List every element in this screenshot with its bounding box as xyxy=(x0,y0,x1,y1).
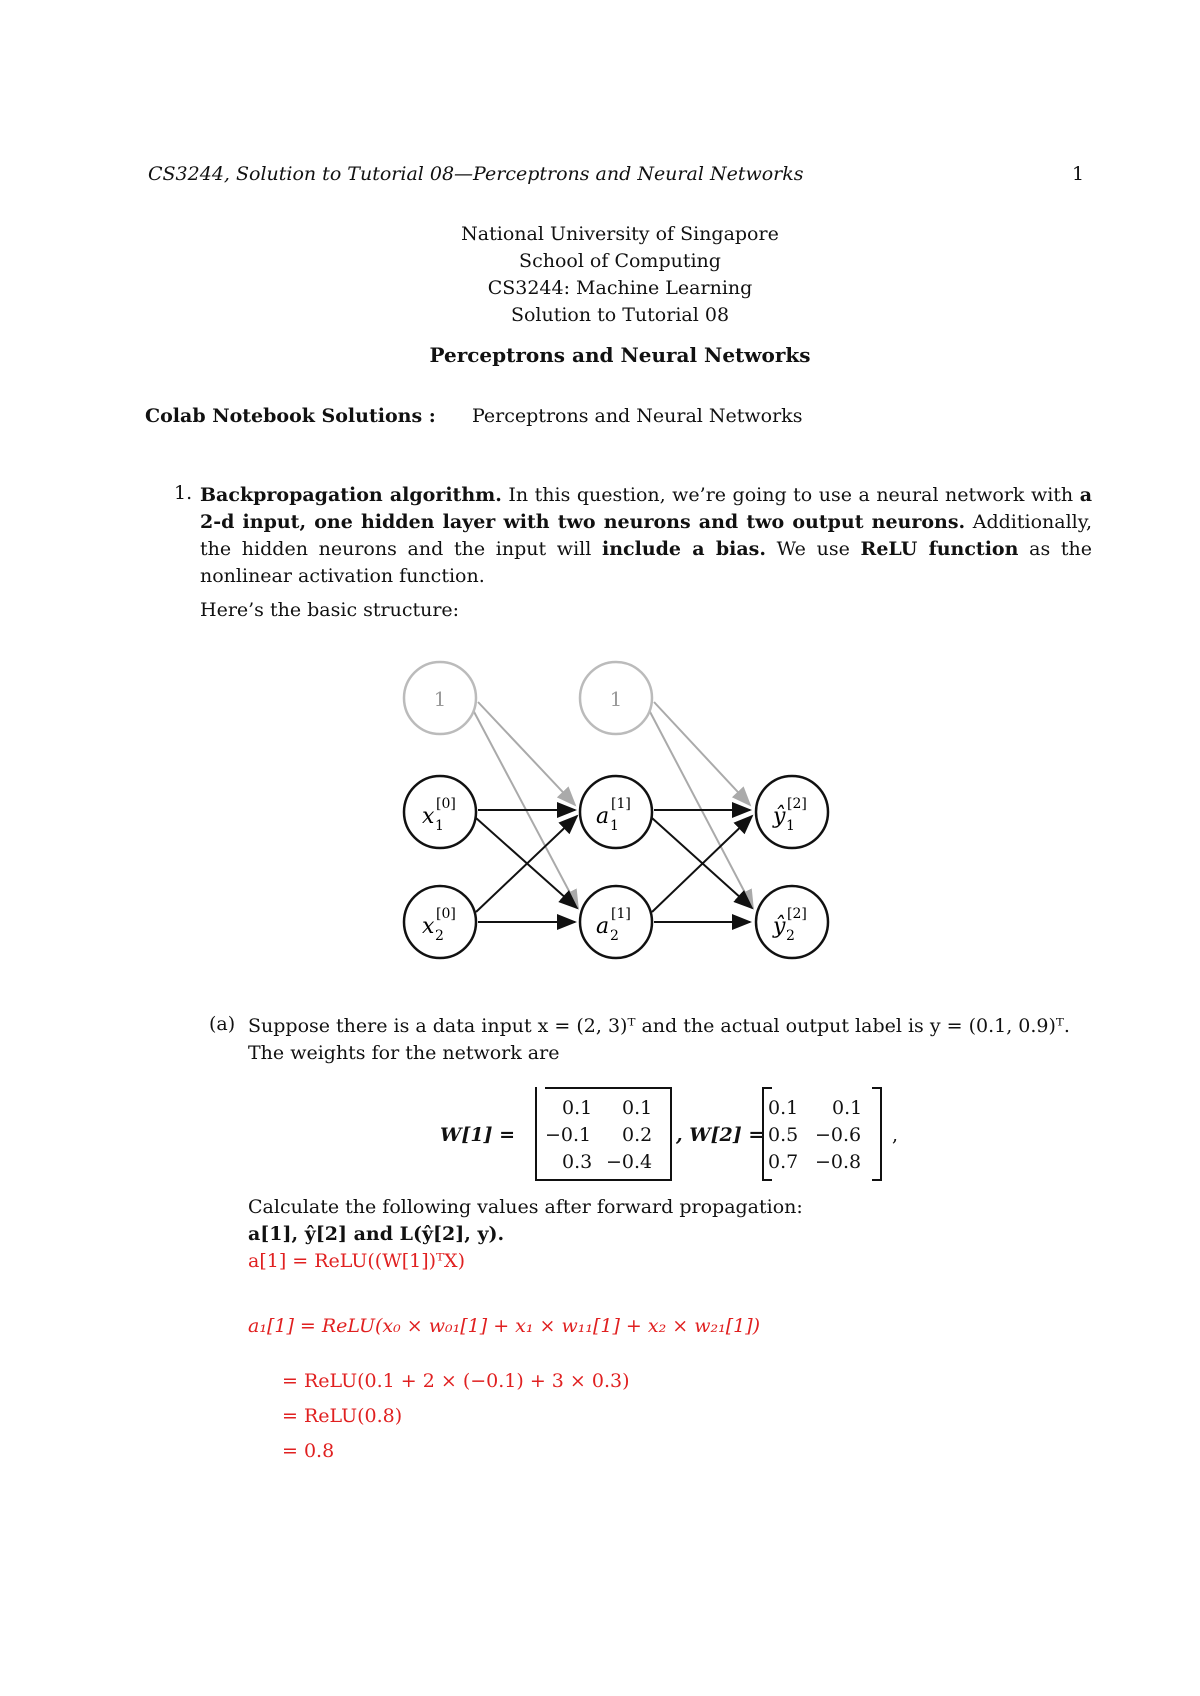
solution-line-3: = ReLU(0.1 + 2 × (−0.1) + 3 × 0.3) xyxy=(282,1370,630,1392)
solution-line-2: a₁[1] = ReLU(x₀ × w₀₁[1] + x₁ × w₁₁[1] + x₂ × w₂₁[1]) xyxy=(248,1315,761,1337)
w1-bracket-right xyxy=(662,1087,672,1181)
w1-cell: 0.1 xyxy=(622,1097,653,1119)
network-diagram xyxy=(380,650,840,970)
x2-superscript: [0] xyxy=(436,906,456,922)
a2-superscript: [1] xyxy=(611,906,631,922)
a1-superscript: [1] xyxy=(611,796,631,812)
input-bias-label: 1 xyxy=(433,687,447,711)
a2-symbol: a xyxy=(596,914,610,939)
hidden-node-a1 xyxy=(580,776,652,848)
w2-cell: 0.7 xyxy=(768,1151,799,1173)
question-heading: Backpropagation algorithm. xyxy=(200,484,502,506)
w1-cell: 0.1 xyxy=(562,1097,593,1119)
part-a-line1: Suppose there is a data input x = (2, 3)ᵀ and the actual output label is y = (0.1, 0.9)ᵀ. xyxy=(248,1015,1070,1037)
w1-cell: 0.2 xyxy=(622,1124,653,1146)
weight-matrices xyxy=(440,1087,920,1187)
w1-label: W[1] = xyxy=(440,1124,516,1146)
university-name: National University of Singapore xyxy=(461,223,779,245)
question-text: Backpropagation algorithm. In this question, we’re going to use a neural network with a 2-d input, one hidden layer with two neurons and two output neurons. Additionally, the hidden neurons and the input will include a bias. We use ReLU function as the nonlinear activation function. xyxy=(200,484,1093,587)
doc-title: Solution to Tutorial 08 xyxy=(510,304,730,326)
calc-targets: a[1], ŷ[2] and L(ŷ[2], y). xyxy=(248,1223,505,1245)
colab-link[interactable]: Perceptrons and Neural Networks xyxy=(472,405,803,427)
a1-symbol: a xyxy=(596,804,610,829)
bias0-to-a1-edge xyxy=(478,702,575,805)
solution-line-4: = ReLU(0.8) xyxy=(282,1405,403,1427)
x1-subscript: 1 xyxy=(435,818,444,834)
w1-cell: −0.4 xyxy=(606,1151,653,1173)
bias1-to-y2-edge xyxy=(648,708,753,908)
question-number: 1. xyxy=(174,482,193,504)
page-number: 1 xyxy=(1072,163,1085,185)
a1-subscript: 1 xyxy=(610,818,619,834)
w2-cell: 0.1 xyxy=(768,1097,799,1119)
input-node-x1 xyxy=(404,776,476,848)
structure-intro: Here’s the basic structure: xyxy=(200,599,460,621)
w1-cell: −0.1 xyxy=(545,1124,592,1146)
part-a-text xyxy=(248,1013,1098,1067)
w1-cell: 0.3 xyxy=(562,1151,593,1173)
course-name: CS3244: Machine Learning xyxy=(487,277,753,299)
x2-symbol: x xyxy=(422,914,435,939)
calc-instruction: Calculate the following values after forward propagation: xyxy=(248,1196,803,1218)
matrix-trailing-comma: , xyxy=(892,1124,899,1146)
topic-title: Perceptrons and Neural Networks xyxy=(429,343,811,367)
y2-superscript: [2] xyxy=(787,906,807,922)
output-node-y1 xyxy=(756,776,828,848)
output-node-y2 xyxy=(756,886,828,958)
bias1-to-y1-edge xyxy=(654,702,750,805)
w2-cell: 0.1 xyxy=(832,1097,863,1119)
input-node-x2 xyxy=(404,886,476,958)
bias0-to-a2-edge xyxy=(472,708,578,908)
w2-bracket-right xyxy=(872,1087,882,1181)
a2-subscript: 2 xyxy=(610,928,619,944)
colab-label: Colab Notebook Solutions : xyxy=(145,405,436,427)
hidden-node-a2 xyxy=(580,886,652,958)
w2-label: , W[2] = xyxy=(676,1124,765,1146)
y2-symbol: ŷ xyxy=(773,914,786,939)
y1-superscript: [2] xyxy=(787,796,807,812)
x2-subscript: 2 xyxy=(435,928,444,944)
w2-cell: −0.6 xyxy=(815,1124,862,1146)
y2-subscript: 2 xyxy=(786,928,795,944)
part-a-line2: The weights for the network are xyxy=(248,1042,560,1064)
school-name: School of Computing xyxy=(519,250,721,272)
part-a-label: (a) xyxy=(209,1013,236,1035)
solution-line-5: = 0.8 xyxy=(282,1440,335,1462)
hidden-bias-label: 1 xyxy=(609,687,623,711)
y1-subscript: 1 xyxy=(786,818,795,834)
y1-symbol: ŷ xyxy=(773,804,786,829)
solution-line-1: a[1] = ReLU((W[1])ᵀX) xyxy=(248,1250,465,1272)
w2-cell: −0.8 xyxy=(815,1151,862,1173)
x1-superscript: [0] xyxy=(436,796,456,812)
running-header: CS3244, Solution to Tutorial 08—Perceptrons and Neural Networks xyxy=(148,163,804,185)
w2-cell: 0.5 xyxy=(768,1124,799,1146)
x1-symbol: x xyxy=(422,804,435,829)
